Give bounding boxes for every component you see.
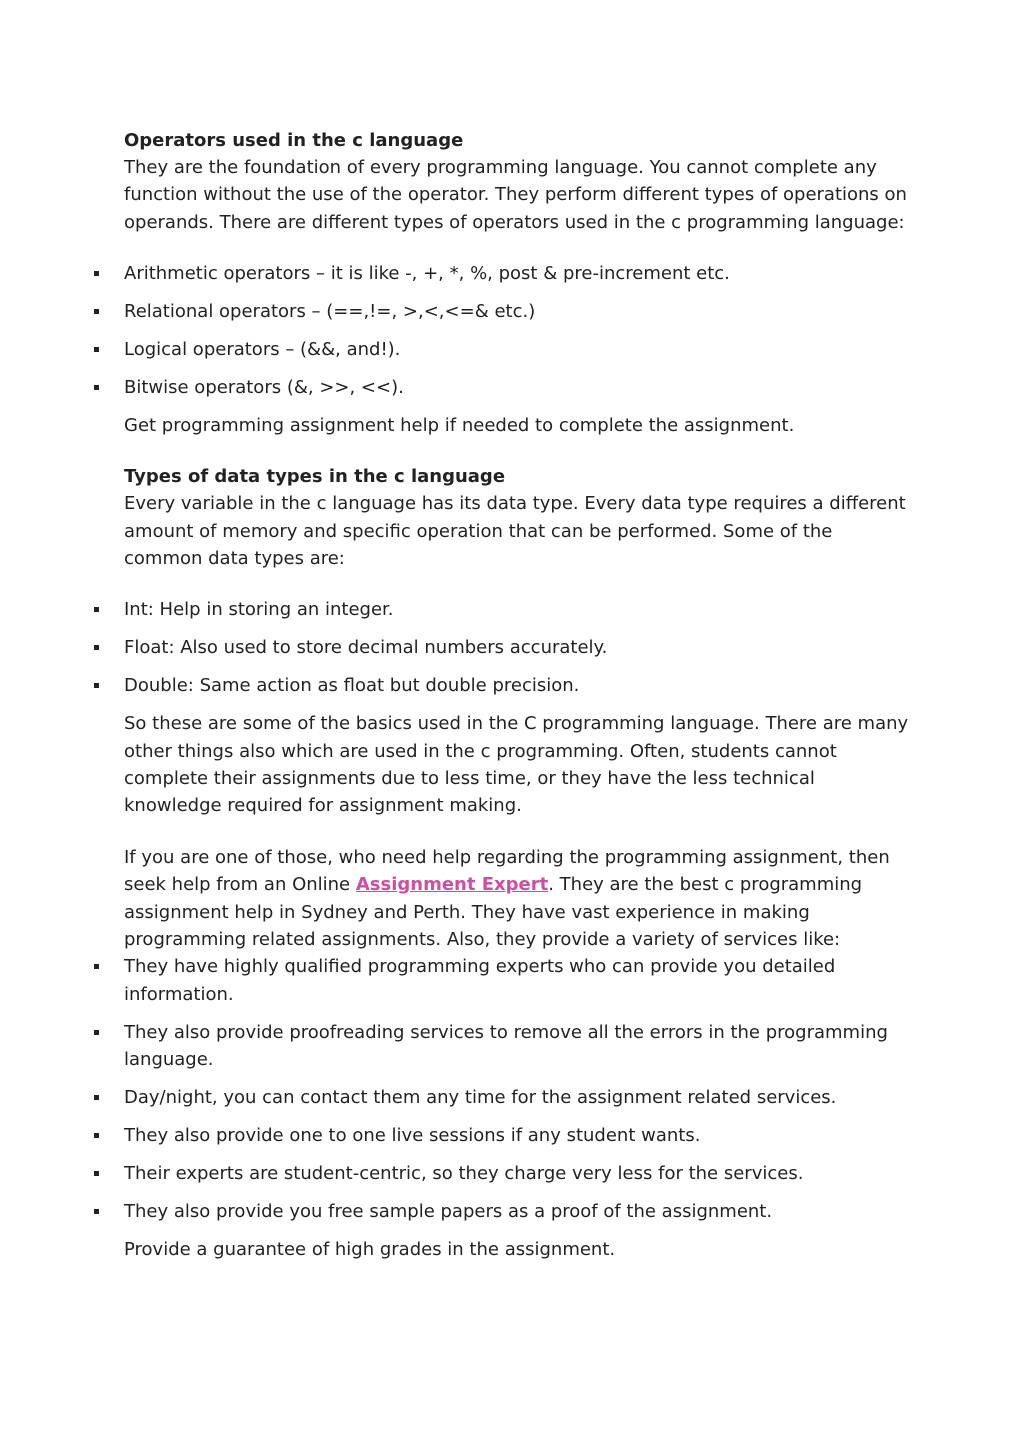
section-operators xyxy=(124,127,914,439)
list-item: Relational operators – (==,!=, >,<,<=& etc.) xyxy=(124,298,914,325)
closing-final-text: Provide a guarantee of high grades in the assignment. xyxy=(124,1238,616,1260)
list-item: They also provide one to one live sessions if any student wants. xyxy=(124,1122,914,1149)
section-closing xyxy=(124,844,914,1263)
section-after-text: So these are some of the basics used in the C programming language. There are many other things also which are used in the c programming. Often, students cannot complete their assignments due to less time, or they have the less technical knowledge required for assignment making. xyxy=(124,713,909,817)
assignment-expert-link[interactable]: Assignment Expert xyxy=(355,874,549,896)
section-after-text: Get programming assignment help if needed to complete the assignment. xyxy=(124,414,795,436)
section-intro: Every variable in the c language has its data type. Every data type requires a different amount of memory and specific operation that can be performed. Some of the common data types are: xyxy=(124,493,906,570)
list-item: Bitwise operators (&, >>, <<). xyxy=(124,374,914,401)
section-heading: Types of data types in the c language xyxy=(124,466,506,488)
list-item: Their experts are student-centric, so they charge very less for the services. xyxy=(124,1160,914,1187)
list-item: Float: Also used to store decimal numbers accurately. xyxy=(124,634,914,661)
list-item: Logical operators – (&&, and!). xyxy=(124,336,914,363)
list-item: Double: Same action as float but double precision. xyxy=(124,672,914,699)
services-list xyxy=(124,953,914,1225)
document-page xyxy=(124,127,914,1263)
list-item: They also provide you free sample papers as a proof of the assignment. xyxy=(124,1198,914,1225)
data-types-list xyxy=(124,596,914,699)
section-intro: They are the foundation of every programming language. You cannot complete any function without the use of the operator. They perform different types of operations on operands. There are different types of operators used in the c programming language: xyxy=(124,157,907,233)
closing-text-before: If you are one of those, who need help regarding the programming assignment, then seek help from an Online xyxy=(124,846,890,896)
closing-paragraph xyxy=(124,844,914,954)
list-item: Day/night, you can contact them any time for the assignment related services. xyxy=(124,1084,914,1111)
list-item: Int: Help in storing an integer. xyxy=(124,596,914,623)
list-item: Arithmetic operators – it is like -, +, *, %, post & pre-increment etc. xyxy=(124,260,914,287)
operators-list xyxy=(124,260,914,401)
section-heading: Operators used in the c language xyxy=(124,130,464,151)
list-item: They have highly qualified programming experts who can provide you detailed information. xyxy=(124,953,914,1008)
section-data-types xyxy=(124,463,914,820)
closing-text-after: . They are the best c programming assignment help in Sydney and Perth. They have vast experience in making programming related assignments. Also, they provide a variety of services like: xyxy=(124,874,863,951)
list-item: They also provide proofreading services to remove all the errors in the programming language. xyxy=(124,1019,914,1074)
